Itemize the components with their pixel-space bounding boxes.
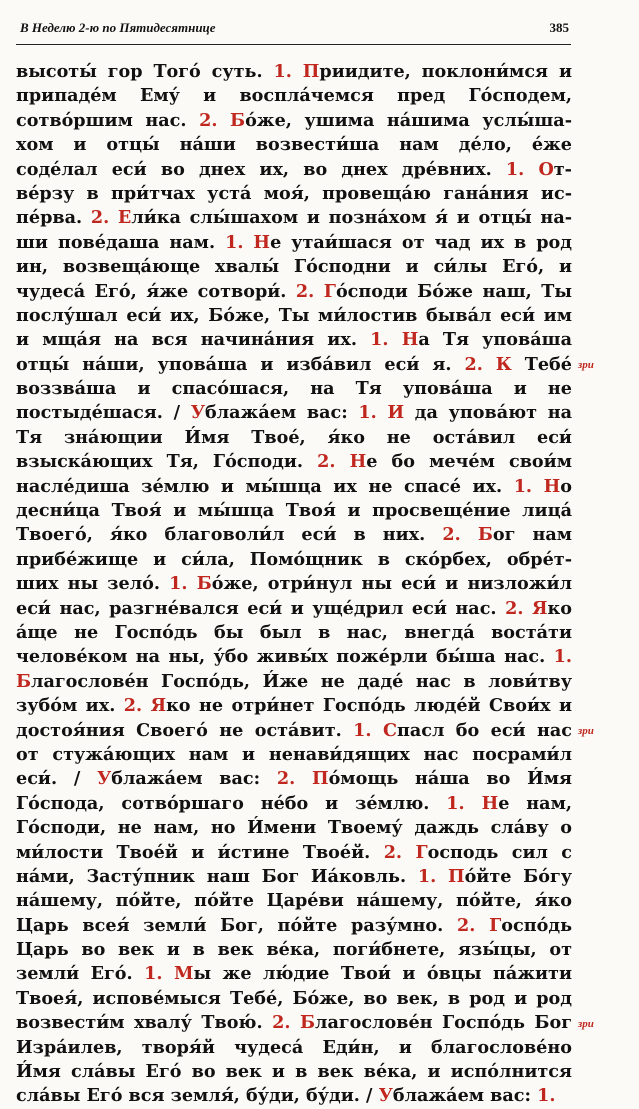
text-line bbox=[16, 962, 572, 986]
text-line bbox=[16, 572, 572, 596]
text-line bbox=[16, 328, 572, 352]
rubric-initial: 1. И bbox=[358, 402, 405, 424]
text-line bbox=[16, 84, 572, 108]
text-line bbox=[16, 523, 572, 547]
text-line bbox=[16, 670, 572, 694]
rubric-initial: У bbox=[378, 1085, 393, 1107]
rubric-initial: 1. bbox=[537, 1085, 556, 1107]
text-line bbox=[16, 60, 572, 84]
text-run: ин, возвеща́юще хвалы́ Го́сподни и си́лы Его́, и bbox=[16, 256, 572, 278]
text-line bbox=[16, 938, 572, 962]
text-run: еси́. / bbox=[16, 768, 98, 790]
text-line bbox=[16, 1084, 572, 1108]
rubric-initial: 2. Г bbox=[383, 841, 428, 863]
text-run: Тебе́ bbox=[511, 353, 572, 375]
text-line bbox=[16, 304, 572, 328]
text-run: Го́споди, не нам, но И́мени Твоему́ даждь сла́ву о bbox=[16, 817, 572, 839]
text-run: от стужа́ющих нам и ненави́дящих нас посрами́л bbox=[16, 743, 572, 765]
text-run: припаде́м Ему́ и воспла́чемся пред Го́сподем, bbox=[16, 85, 572, 107]
text-run: пасл бо еси́ нас bbox=[396, 719, 572, 741]
margin-note: зри bbox=[578, 1017, 594, 1030]
text-run: взыска́ющих Тя, Го́споди. bbox=[16, 451, 318, 473]
rubric-initial: 2. Я bbox=[123, 695, 167, 717]
text-run: насле́диша зе́млю и мы́шца их не спасе́ их. bbox=[16, 475, 514, 497]
rubric-initial: 2. П bbox=[276, 768, 329, 790]
text-run: чудеса́ Его́, я́же сотвори́. bbox=[16, 280, 296, 302]
page-number: 385 bbox=[549, 20, 569, 35]
text-run: е нам, bbox=[498, 792, 572, 814]
rubric-initial: 2. Е bbox=[90, 207, 132, 229]
text-line bbox=[16, 158, 572, 182]
rubric-initial: 2. Г bbox=[295, 280, 336, 302]
rubric-initial: 1. О bbox=[505, 158, 554, 180]
margin-note: зри bbox=[578, 358, 594, 371]
rubric-initial: 1. П bbox=[273, 61, 320, 82]
text-run: пе́рва. bbox=[16, 207, 91, 229]
text-line bbox=[16, 109, 572, 133]
rubric-initial: Б bbox=[16, 670, 32, 692]
text-run: о́же, ушима на́шима услы́ша- bbox=[245, 109, 572, 131]
text-line bbox=[16, 353, 572, 377]
text-run: сотво́ршим нас. bbox=[16, 109, 200, 131]
rubric-initial: 1. С bbox=[353, 719, 397, 741]
rubric-initial: 2. Б bbox=[442, 524, 493, 546]
text-run: Твоея́, испове́мыся Тебе́, Бо́же, во век, в род и род bbox=[16, 987, 572, 1009]
text-line bbox=[16, 548, 572, 572]
text-run: ог нам bbox=[492, 524, 572, 546]
rubric-initial: 2. Г bbox=[457, 914, 502, 936]
text-run: Го́спода, сотво́ршаго не́бо и зе́млю. bbox=[16, 792, 447, 814]
text-line bbox=[16, 719, 572, 743]
text-line bbox=[16, 914, 572, 938]
text-line bbox=[16, 280, 572, 304]
text-run: постыде́шася. / bbox=[16, 402, 191, 424]
text-run: риидите, поклони́мся и bbox=[319, 61, 572, 82]
text-line bbox=[16, 255, 572, 279]
text-run: е утаи́шася от чад их в род bbox=[270, 231, 572, 253]
text-run: Твоего́, я́ко благоволи́л еси́ в них. bbox=[16, 524, 443, 546]
rubric-initial: 1. Н bbox=[513, 475, 561, 497]
rubric-initial: 2. Н bbox=[317, 451, 367, 473]
rubric-initial: У bbox=[190, 402, 206, 424]
text-line bbox=[16, 499, 572, 523]
text-run: воззва́ша и спасо́шася, на Тя упова́ша и не bbox=[16, 378, 572, 400]
text-line bbox=[16, 401, 572, 425]
text-run: лагослове́н Госпо́дь, И́же не даде́ нас в лови́тву bbox=[31, 670, 572, 692]
rubric-initial: 1. Б bbox=[169, 573, 212, 595]
running-header bbox=[16, 14, 571, 45]
text-line bbox=[16, 987, 572, 1011]
margin-note: зри bbox=[578, 724, 594, 737]
text-run: и мща́я на вся начина́ния их. bbox=[16, 329, 371, 351]
text-run: отцы́ на́ши, упова́ша и изба́вил еси́ я. bbox=[16, 353, 465, 375]
text-run: еси́ нас, разгне́вался еси́ и уще́дрил еси́ нас. bbox=[16, 597, 506, 619]
text-line bbox=[16, 792, 572, 816]
text-line bbox=[16, 475, 572, 499]
text-run: т- bbox=[553, 158, 572, 180]
text-run: Тя зна́ющии И́мя Твое́, я́ко не оста́вил еси́ bbox=[16, 426, 572, 448]
text-run: достоя́ния Своего́ не оста́вит. bbox=[16, 719, 354, 741]
text-run: осподь сил с bbox=[427, 841, 572, 863]
text-run: И́мя сла́вы Его́ во век и в век ве́ка, и испо́лнится bbox=[16, 1061, 572, 1083]
text-run: десни́ца Твоя́ и мы́шца Твоя́ и просвеще́ние лица́ bbox=[16, 500, 572, 522]
text-run: о́йте Бо́гу bbox=[464, 865, 572, 887]
text-run: да упова́ют на bbox=[404, 402, 572, 424]
rubric-initial: У bbox=[97, 768, 112, 790]
rubric-initial: 1. Н bbox=[225, 231, 271, 253]
text-line bbox=[16, 450, 572, 474]
text-run: ко не отри́нет Госпо́дь люде́й Свои́х и bbox=[166, 695, 572, 717]
text-run: а Тя упова́ша bbox=[418, 329, 572, 351]
text-run: ко bbox=[547, 597, 572, 619]
text-run: зубо́м их. bbox=[16, 695, 124, 717]
text-run: о́мощь на́ша во И́мя bbox=[328, 768, 572, 790]
text-line bbox=[16, 816, 572, 840]
rubric-initial: 1. Н bbox=[370, 329, 419, 351]
text-run: хом и отцы́ на́ши возвести́ша нам де́ло, е́же bbox=[16, 134, 572, 156]
text-line bbox=[16, 841, 572, 865]
text-line bbox=[16, 377, 572, 401]
text-line bbox=[16, 597, 572, 621]
text-line bbox=[16, 743, 572, 767]
rubric-initial: 1. Н bbox=[446, 792, 499, 814]
text-line bbox=[16, 645, 572, 669]
liturgical-text bbox=[16, 60, 572, 1109]
text-run: Царь во век и в век ве́ка, поги́бнете, язы́цы, от bbox=[16, 939, 572, 961]
text-line bbox=[16, 426, 572, 450]
text-run: прибе́жище и си́ла, Помо́щник в ско́рбех, обре́т- bbox=[16, 548, 572, 570]
text-run: ших ны зело́. bbox=[16, 573, 170, 595]
text-line bbox=[16, 865, 572, 889]
text-run: послу́шал еси́ их, Бо́же, Ты ми́лостив быва́л еси́ им bbox=[16, 304, 572, 326]
text-line bbox=[16, 889, 572, 913]
text-run: ли́ка слы́шахом и позна́хом я́ и отцы́ на- bbox=[131, 207, 572, 229]
text-run: на́шему, по́йте, по́йте Царе́ви на́шему, по́йте, я́ко bbox=[16, 890, 572, 912]
text-run: челове́ком на ны, у́бо живы́х поже́рли бы́ша нас. bbox=[16, 646, 554, 668]
text-run: оспо́дь bbox=[501, 914, 572, 936]
text-line bbox=[16, 621, 572, 645]
text-line bbox=[16, 133, 572, 157]
text-run: блажа́ем вас: bbox=[392, 1085, 538, 1107]
rubric-initial: 1. П bbox=[417, 865, 465, 887]
rubric-initial: 1. bbox=[553, 646, 572, 668]
text-run: высоты́ гор Того́ суть. bbox=[16, 61, 274, 82]
rubric-initial: 2. Я bbox=[505, 597, 548, 619]
text-run: на́ми, Засту́пник наш Бог Иа́ковль. bbox=[16, 865, 418, 887]
rubric-initial: 2. Б bbox=[272, 1012, 316, 1034]
text-run: блажа́ем вас: bbox=[111, 768, 277, 790]
text-line bbox=[16, 767, 572, 791]
text-line bbox=[16, 206, 572, 230]
rubric-initial: 1. М bbox=[144, 963, 194, 985]
text-line bbox=[16, 694, 572, 718]
text-run: сла́вы Его́ вся земля́, бу́ди, бу́ди. / bbox=[16, 1085, 379, 1107]
text-line bbox=[16, 1011, 572, 1035]
text-run: блажа́ем вас: bbox=[205, 402, 359, 424]
text-run: о bbox=[560, 475, 572, 497]
text-run: о́же, отри́нул ны еси́ и низложи́л bbox=[211, 573, 572, 595]
text-run: соде́лал еси́ во днех их, во днех дре́вних. bbox=[16, 158, 506, 180]
text-run: Царь всея́ земли́ Бог, по́йте разу́мно. bbox=[16, 914, 458, 936]
text-run: возвести́м хвалу́ Твою́. bbox=[16, 1012, 273, 1034]
rubric-initial: 2. К bbox=[464, 353, 512, 375]
text-run: е бо мече́м свои́м bbox=[366, 451, 572, 473]
text-line bbox=[16, 1036, 572, 1060]
text-run: земли́ Его́. bbox=[16, 963, 145, 985]
text-run: а́ще не Госпо́дь бы был в нас, внегда́ воста́ти bbox=[16, 621, 572, 643]
running-title: В Неделю 2-ю по Пятидесятнице bbox=[20, 20, 216, 35]
text-run: ми́лости Твое́й и и́стине Твое́й. bbox=[16, 841, 384, 863]
rubric-initial: 2. Б bbox=[199, 109, 246, 131]
text-run: ы же лю́дие Твои́ и о́вцы па́жити bbox=[193, 963, 572, 985]
text-run: лагослове́н Госпо́дь Бог bbox=[315, 1012, 572, 1034]
text-line bbox=[16, 182, 572, 206]
text-line bbox=[16, 231, 572, 255]
text-run: ве́рзу в при́тчах уста́ моя́, провеща́ю гана́ния ис- bbox=[16, 182, 572, 204]
text-line bbox=[16, 1060, 572, 1084]
text-run: о́споди Бо́же наш, Ты bbox=[335, 280, 572, 302]
text-run: ши пове́даша нам. bbox=[16, 231, 226, 253]
text-run: Изра́илев, творя́й чудеса́ Еди́н, и благослове́но bbox=[16, 1036, 572, 1058]
